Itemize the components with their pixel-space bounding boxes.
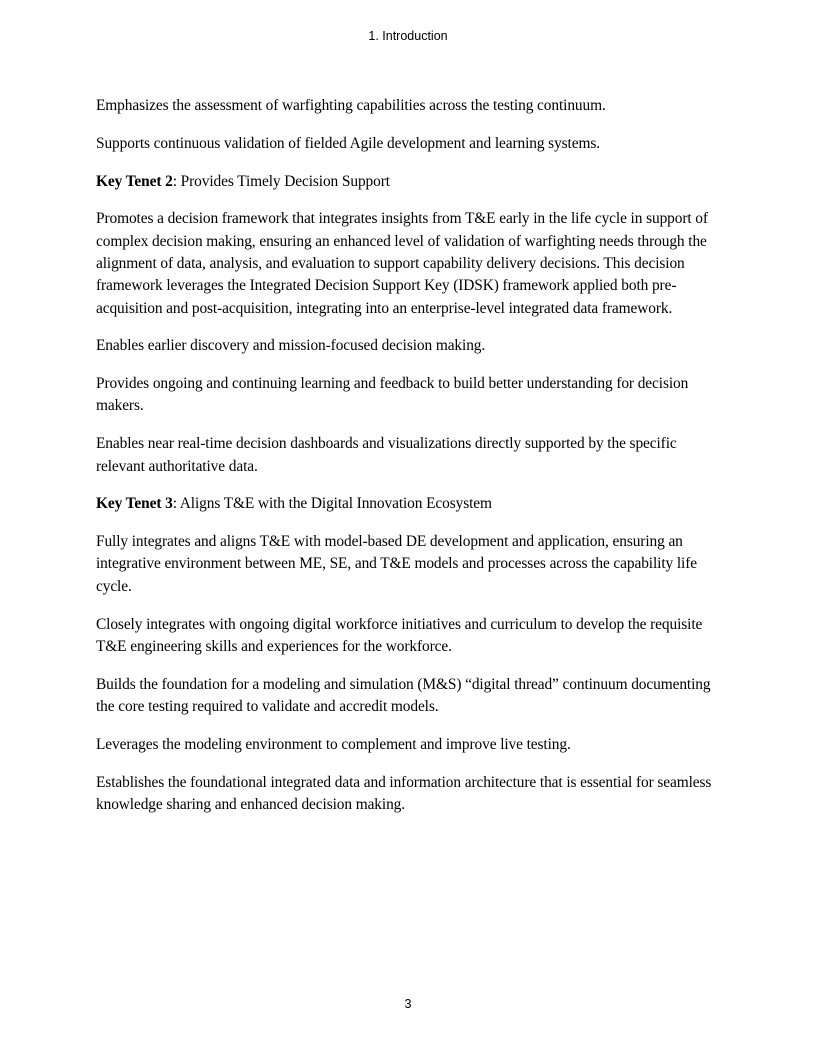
paragraph: Leverages the modeling environment to complement and improve live testing. [96,735,571,753]
key-tenet-title: : Aligns T&E with the Digital Innovation Ecosystem [172,495,492,513]
paragraph: Emphasizes the assessment of warfighting capabilities across the testing continuum. [96,97,606,114]
paragraph: Fully integrates and aligns T&E with model-based DE development and application, ensuring an integrative environment between ME, SE, and T&E models and processes across the capability life cycle. [96,533,697,595]
paragraph: Promotes a decision framework that integrates insights from T&E early in the life cycle in support of complex decision making, ensuring an enhanced level of validation of warfighting needs through the alignment of data, analysis, and evaluation to support capability delivery decisions. This decision framework leverages the Integrated Decision Support Key (IDSK) framework applied both pre-acquisition and post-acquisition, integrating into an enterprise-level integrated data framework. [96,210,708,317]
key-tenet-heading [96,171,726,193]
paragraph: Builds the foundation for a modeling and simulation (M&S) “digital thread” continuum documenting the core testing required to validate and accredit models. [96,675,711,715]
paragraph: Enables earlier discovery and mission-focused decision making. [96,337,486,355]
body-text [96,95,726,832]
key-tenet-label: Key Tenet 2 [96,172,173,190]
paragraph: Provides ongoing and continuing learning and feedback to build better understanding for decision makers. [96,375,689,415]
running-header: 1. Introduction [368,29,448,43]
key-tenet-label: Key Tenet 3 [96,495,173,513]
paragraph: Enables near real-time decision dashboards and visualizations directly supported by the specific relevant authoritative data. [96,435,677,475]
key-tenet-heading [96,493,726,515]
paragraph: Supports continuous validation of fielded Agile development and learning systems. [96,134,600,152]
paragraph: Establishes the foundational integrated data and information architecture that is essential for seamless knowledge sharing and enhanced decision making. [96,773,712,813]
page-number: 3 [404,997,412,1011]
paragraph: Closely integrates with ongoing digital workforce initiatives and curriculum to develop the requisite T&E engineering skills and experiences for the workforce. [96,615,703,655]
key-tenet-title: : Provides Timely Decision Support [172,172,390,190]
